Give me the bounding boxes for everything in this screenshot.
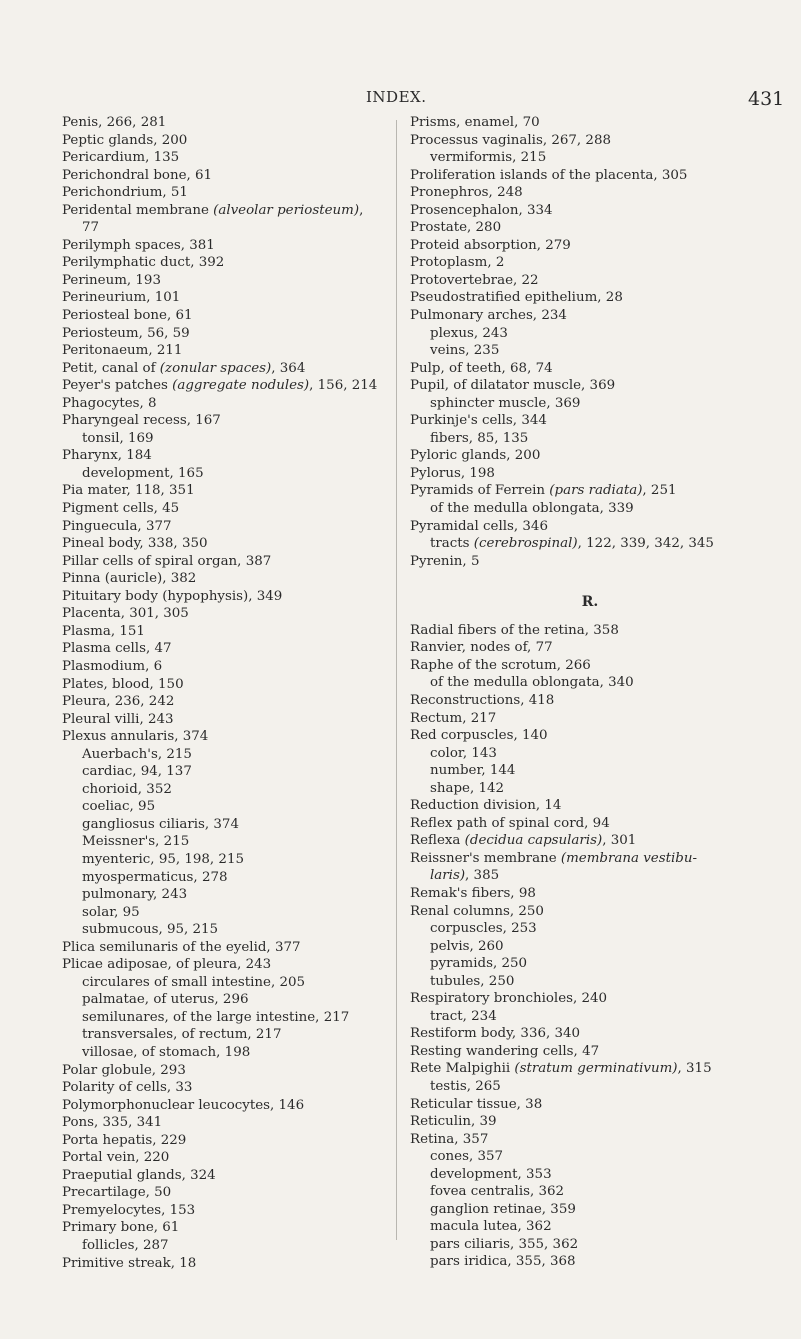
index-entry xyxy=(62,553,400,571)
entry-text: Polar globule, 293 xyxy=(62,1062,186,1078)
entry-text: Pseudostratified epithelium, 28 xyxy=(410,290,623,306)
entry-text: Penis, 266, 281 xyxy=(62,115,167,130)
entry-text: Red corpuscles, 140 xyxy=(410,728,548,744)
entry-text: color, 143 xyxy=(430,745,497,761)
entry-italic-text: (decidua capsularis) xyxy=(464,833,603,849)
entry-text: development, 353 xyxy=(430,1166,552,1182)
entry-text: Pyrenin, 5 xyxy=(410,553,480,569)
entry-text: cones, 357 xyxy=(430,1149,504,1165)
entry-text: Purkinje's cells, 344 xyxy=(410,413,547,429)
entry-text: Reconstructions, 418 xyxy=(410,692,555,708)
index-entry xyxy=(62,447,400,465)
entry-text: cardiac, 94, 137 xyxy=(82,764,192,780)
index-entry xyxy=(62,1202,400,1220)
entry-text: Pyramidal cells, 346 xyxy=(410,518,548,534)
entry-text: Phagocytes, 8 xyxy=(62,395,157,411)
index-entry xyxy=(410,132,790,150)
entry-text: Proteid absorption, 279 xyxy=(410,237,571,253)
index-subentry xyxy=(410,1166,790,1184)
entry-text: Perilymphatic duct, 392 xyxy=(62,255,225,271)
entry-text: pulmonary, 243 xyxy=(82,887,188,903)
index-entry xyxy=(410,167,790,185)
entry-text: Placenta, 301, 305 xyxy=(62,606,189,622)
entry-text: Reticular tissue, 38 xyxy=(410,1096,543,1112)
entry-text: Pia mater, 118, 351 xyxy=(62,483,195,499)
entry-text: myenteric, 95, 198, 215 xyxy=(82,851,244,867)
entry-text: tonsil, 169 xyxy=(82,430,154,446)
entry-text: Processus vaginalis, 267, 288 xyxy=(410,132,611,148)
index-subentry xyxy=(410,674,790,692)
index-entry xyxy=(410,657,790,675)
index-entry xyxy=(410,710,790,728)
entry-text: Retina, 357 xyxy=(410,1131,489,1147)
index-entry xyxy=(410,1113,790,1131)
index-subentry xyxy=(410,745,790,763)
index-subentry xyxy=(62,851,400,869)
index-entry xyxy=(410,1131,790,1149)
entry-text: Pronephros, 248 xyxy=(410,185,523,201)
index-subentry xyxy=(410,430,790,448)
index-entry xyxy=(410,184,790,202)
index-entry xyxy=(62,184,400,202)
index-entry xyxy=(62,237,400,255)
index-subentry xyxy=(62,904,400,922)
entry-text: Peptic glands, 200 xyxy=(62,132,188,148)
entry-text: 77 xyxy=(82,220,100,236)
entry-text: macula lutea, 362 xyxy=(430,1219,552,1235)
entry-text: tract, 234 xyxy=(430,1008,497,1024)
entry-text: tubules, 250 xyxy=(430,973,515,989)
index-entry xyxy=(410,412,790,430)
index-entry xyxy=(62,711,400,729)
entry-text: palmatae, of uterus, 296 xyxy=(82,992,249,1008)
entry-text: chorioid, 352 xyxy=(82,781,172,797)
index-entry xyxy=(410,272,790,290)
index-subentry xyxy=(62,1237,400,1255)
entry-text: Prisms, enamel, 70 xyxy=(410,115,540,130)
entry-text: Plica semilunaris of the eyelid, 377 xyxy=(62,939,301,955)
entry-text: Meissner's, 215 xyxy=(82,834,190,850)
entry-text: Pituitary body (hypophysis), 349 xyxy=(62,588,283,604)
index-entry xyxy=(62,676,400,694)
index-entry xyxy=(410,254,790,272)
index-subentry xyxy=(410,535,790,553)
index-subentry xyxy=(62,921,400,939)
entry-text: Primary bone, 61 xyxy=(62,1220,180,1236)
index-entry xyxy=(62,1255,400,1273)
entry-italic-text: (cerebrospinal) xyxy=(473,536,578,552)
entry-text: gangliosus ciliaris, 374 xyxy=(82,816,239,832)
index-entry xyxy=(410,377,790,395)
entry-text: Peritonaeum, 211 xyxy=(62,343,183,359)
entry-text: plexus, 243 xyxy=(430,325,508,341)
index-entry xyxy=(62,307,400,325)
index-entry xyxy=(62,623,400,641)
index-entry xyxy=(62,1097,400,1115)
index-entry xyxy=(410,1060,790,1078)
index-subentry xyxy=(62,465,400,483)
entry-text: Plasmodium, 6 xyxy=(62,658,163,674)
entry-text: Precartilage, 50 xyxy=(62,1185,172,1201)
index-entry xyxy=(410,518,790,536)
entry-text: Pulp, of teeth, 68, 74 xyxy=(410,360,553,376)
index-entry xyxy=(410,447,790,465)
entry-text: Perichondral bone, 61 xyxy=(62,167,213,183)
index-entry xyxy=(62,1219,400,1237)
index-subentry xyxy=(410,1253,790,1271)
entry-text: Rete Malpighii xyxy=(410,1061,515,1077)
index-entry xyxy=(62,1132,400,1150)
entry-text: pars iridica, 355, 368 xyxy=(430,1254,576,1270)
index-entry xyxy=(62,289,400,307)
entry-text: Auerbach's, 215 xyxy=(82,746,192,762)
entry-text: Pyloric glands, 200 xyxy=(410,448,541,464)
index-entry xyxy=(410,1043,790,1061)
entry-text: Pons, 335, 341 xyxy=(62,1115,163,1131)
index-entry xyxy=(410,237,790,255)
index-subentry xyxy=(62,746,400,764)
index-entry xyxy=(410,482,790,500)
entry-text: Pericardium, 135 xyxy=(62,150,180,166)
entry-text: Reduction division, 14 xyxy=(410,798,562,814)
index-entry xyxy=(410,465,790,483)
index-subentry xyxy=(410,762,790,780)
index-subentry xyxy=(410,1078,790,1096)
entry-text: villosae, of stomach, 198 xyxy=(82,1044,251,1060)
index-entry xyxy=(410,360,790,378)
entry-text: tracts xyxy=(430,536,474,552)
index-entry xyxy=(62,588,400,606)
index-entry xyxy=(410,885,790,903)
entry-text: Pulmonary arches, 234 xyxy=(410,308,567,324)
index-entry xyxy=(410,307,790,325)
entry-italic-text: laris) xyxy=(430,868,466,884)
entry-pages: , 301 xyxy=(602,833,637,849)
entry-text: Raphe of the scrotum, 266 xyxy=(410,657,591,673)
index-entry xyxy=(62,149,400,167)
entry-text: Praeputial glands, 324 xyxy=(62,1167,216,1183)
index-entry xyxy=(410,903,790,921)
index-subentry xyxy=(410,1218,790,1236)
entry-text: solar, 95 xyxy=(82,904,140,920)
index-entry xyxy=(62,167,400,185)
index-subentry xyxy=(62,869,400,887)
index-entry xyxy=(62,342,400,360)
index-entry xyxy=(62,1079,400,1097)
index-entry xyxy=(62,114,400,132)
entry-text: Plexus annularis, 374 xyxy=(62,729,209,745)
index-subentry xyxy=(62,816,400,834)
index-subentry xyxy=(410,1183,790,1201)
index-entry xyxy=(410,622,790,640)
entry-text: sphincter muscle, 369 xyxy=(430,395,581,411)
entry-text: Protovertebrae, 22 xyxy=(410,272,539,288)
entry-italic-text: (aggregate nodules) xyxy=(172,378,310,394)
entry-text: circulares of small intestine, 205 xyxy=(82,974,306,990)
index-entry xyxy=(410,797,790,815)
entry-text: shape, 142 xyxy=(430,780,505,796)
entry-text: Pleural villi, 243 xyxy=(62,711,174,727)
index-entry xyxy=(410,202,790,220)
page-header xyxy=(0,88,801,112)
entry-text: Remak's fibers, 98 xyxy=(410,885,536,901)
entry-text: number, 144 xyxy=(430,763,516,779)
entry-text: Pinna (auricle), 382 xyxy=(62,571,197,587)
index-entry xyxy=(62,360,400,378)
index-entry xyxy=(62,254,400,272)
entry-text: ganglion retinae, 359 xyxy=(430,1201,576,1217)
index-entry xyxy=(410,692,790,710)
index-entry xyxy=(410,850,790,868)
index-entry xyxy=(62,1062,400,1080)
entry-text: Reflexa xyxy=(410,833,465,849)
index-column-left xyxy=(62,114,400,1272)
entry-text: Pylorus, 198 xyxy=(410,465,495,481)
entry-text: Reticulin, 39 xyxy=(410,1114,497,1130)
index-subentry xyxy=(62,798,400,816)
index-entry xyxy=(62,1149,400,1167)
index-subentry xyxy=(410,938,790,956)
index-subentry xyxy=(62,1044,400,1062)
entry-text: of the medulla oblongata, 339 xyxy=(430,501,634,517)
entry-text: Plicae adiposae, of pleura, 243 xyxy=(62,957,272,973)
entry-text: Primitive streak, 18 xyxy=(62,1255,197,1271)
entry-text: pyramids, 250 xyxy=(430,956,528,972)
index-subentry xyxy=(410,973,790,991)
index-entry xyxy=(62,518,400,536)
entry-text: Prosencephalon, 334 xyxy=(410,202,553,218)
entry-text: Pupil, of dilatator muscle, 369 xyxy=(410,378,616,394)
index-entry xyxy=(62,1167,400,1185)
entry-text: Pineal body, 338, 350 xyxy=(62,536,208,552)
entry-italic-text: (alveolar periosteum) xyxy=(213,202,360,218)
entry-pages: , 122, 339, 342, 345 xyxy=(577,536,714,552)
index-entry xyxy=(62,605,400,623)
entry-text: Resting wandering cells, 47 xyxy=(410,1043,600,1059)
index-subentry xyxy=(410,780,790,798)
entry-text: Polymorphonuclear leucocytes, 146 xyxy=(62,1097,305,1113)
index-entry xyxy=(62,728,400,746)
entry-pages: , 364 xyxy=(271,360,306,376)
entry-text: transversales, of rectum, 217 xyxy=(82,1027,282,1043)
entry-text: Perineum, 193 xyxy=(62,272,161,288)
entry-text: Perichondrium, 51 xyxy=(62,185,188,201)
index-subentry xyxy=(410,1008,790,1026)
entry-text: Proliferation islands of the placenta, 305 xyxy=(410,167,688,183)
entry-italic-text: (membrana vestibu- xyxy=(560,850,697,866)
index-entry xyxy=(410,114,790,132)
index-column-right xyxy=(410,114,790,1271)
index-subentry xyxy=(62,781,400,799)
index-subentry xyxy=(410,1236,790,1254)
entry-text: Plates, blood, 150 xyxy=(62,676,184,692)
index-entry xyxy=(62,956,400,974)
index-entry xyxy=(410,1096,790,1114)
entry-pages: , 385 xyxy=(465,868,500,884)
entry-text: Pillar cells of spiral organ, 387 xyxy=(62,553,272,569)
entry-text: Pigment cells, 45 xyxy=(62,501,180,517)
entry-text: testis, 265 xyxy=(430,1078,501,1094)
index-subentry xyxy=(62,219,400,237)
entry-text: Periosteal bone, 61 xyxy=(62,308,193,324)
index-entry xyxy=(410,832,790,850)
entry-text: Perineurium, 101 xyxy=(62,290,181,306)
index-subentry xyxy=(410,920,790,938)
index-subentry xyxy=(410,500,790,518)
index-entry xyxy=(410,553,790,571)
index-entry xyxy=(62,377,400,395)
index-subentry xyxy=(62,974,400,992)
entry-text: Plasma cells, 47 xyxy=(62,641,172,657)
index-entry xyxy=(62,570,400,588)
entry-text: Peridental membrane xyxy=(62,202,214,218)
entry-text: Reissner's membrane xyxy=(410,850,561,866)
entry-text: development, 165 xyxy=(82,465,204,481)
entry-text: Peyer's patches xyxy=(62,378,173,394)
index-entry xyxy=(62,395,400,413)
index-entry xyxy=(62,939,400,957)
index-entry xyxy=(410,727,790,745)
index-subentry xyxy=(410,149,790,167)
index-subentry xyxy=(410,867,790,885)
index-entry xyxy=(62,500,400,518)
entry-text: corpuscles, 253 xyxy=(430,921,537,937)
index-entry xyxy=(410,219,790,237)
entry-text: pars ciliaris, 355, 362 xyxy=(430,1236,579,1252)
entry-text: Pharynx, 184 xyxy=(62,448,152,464)
index-subentry xyxy=(410,395,790,413)
entry-text: Portal vein, 220 xyxy=(62,1150,170,1166)
entry-text: Ranvier, nodes of, 77 xyxy=(410,640,553,656)
entry-text: Porta hepatis, 229 xyxy=(62,1132,187,1148)
index-entry xyxy=(410,990,790,1008)
entry-text: Prostate, 280 xyxy=(410,220,502,236)
index-entry xyxy=(62,658,400,676)
index-entry xyxy=(410,289,790,307)
index-subentry xyxy=(62,991,400,1009)
entry-text: Plasma, 151 xyxy=(62,623,145,639)
entry-text: Petit, canal of xyxy=(62,360,160,376)
entry-text: veins, 235 xyxy=(430,343,500,359)
index-entry xyxy=(62,272,400,290)
entry-text: Periosteum, 56, 59 xyxy=(62,325,190,341)
entry-pages: , 315 xyxy=(677,1061,712,1077)
index-entry xyxy=(62,535,400,553)
section-letter: R. xyxy=(581,594,599,611)
index-entry xyxy=(410,639,790,657)
page-number: 431 xyxy=(748,88,785,110)
entry-text: fibers, 85, 135 xyxy=(430,430,529,446)
index-entry xyxy=(62,412,400,430)
entry-text: Pyramids of Ferrein xyxy=(410,483,550,499)
entry-text: coeliac, 95 xyxy=(82,799,156,815)
index-subentry xyxy=(410,325,790,343)
index-subentry xyxy=(62,1026,400,1044)
index-entry xyxy=(62,132,400,150)
entry-italic-text: (zonular spaces) xyxy=(159,360,272,376)
index-subentry xyxy=(62,1009,400,1027)
page-title: INDEX. xyxy=(366,88,427,106)
entry-text: semilunares, of the large intestine, 217 xyxy=(82,1009,350,1025)
entry-text: Pharyngeal recess, 167 xyxy=(62,413,221,429)
index-entry xyxy=(410,815,790,833)
entry-text: fovea centralis, 362 xyxy=(430,1184,565,1200)
index-entry xyxy=(62,640,400,658)
entry-text: submucous, 95, 215 xyxy=(82,922,219,938)
entry-text: vermiformis, 215 xyxy=(430,150,547,166)
index-subentry xyxy=(410,1148,790,1166)
entry-italic-text: (pars radiata) xyxy=(549,483,643,499)
index-entry xyxy=(62,325,400,343)
entry-text: Protoplasm, 2 xyxy=(410,255,505,271)
entry-text: follicles, 287 xyxy=(82,1238,169,1253)
entry-text: myospermaticus, 278 xyxy=(82,869,228,885)
index-subentry xyxy=(410,955,790,973)
entry-text: Radial fibers of the retina, 358 xyxy=(410,622,619,638)
entry-text: Perilymph spaces, 381 xyxy=(62,237,215,253)
entry-text: Rectum, 217 xyxy=(410,710,497,726)
entry-text: Renal columns, 250 xyxy=(410,903,544,919)
index-entry xyxy=(62,1114,400,1132)
index-subentry xyxy=(410,1201,790,1219)
entry-pages: , 156, 214 xyxy=(309,378,378,394)
index-subentry xyxy=(62,833,400,851)
entry-text: Respiratory bronchioles, 240 xyxy=(410,991,608,1007)
entry-text: of the medulla oblongata, 340 xyxy=(430,675,634,691)
index-subentry xyxy=(62,886,400,904)
index-entry xyxy=(62,202,400,220)
entry-text: Pleura, 236, 242 xyxy=(62,694,175,710)
entry-text: Pinguecula, 377 xyxy=(62,518,172,534)
index-entry xyxy=(62,1184,400,1202)
entry-text: Reflex path of spinal cord, 94 xyxy=(410,815,610,831)
entry-text: pelvis, 260 xyxy=(430,938,504,954)
index-subentry xyxy=(410,342,790,360)
index-entry xyxy=(62,693,400,711)
index-entry xyxy=(410,1025,790,1043)
index-subentry xyxy=(62,430,400,448)
index-entry xyxy=(62,482,400,500)
entry-text: Polarity of cells, 33 xyxy=(62,1080,193,1096)
entry-pages: , xyxy=(359,202,364,218)
index-subentry xyxy=(62,763,400,781)
entry-text: Premyelocytes, 153 xyxy=(62,1202,196,1218)
entry-italic-text: (stratum germinativum) xyxy=(514,1061,678,1077)
entry-pages: , 251 xyxy=(642,483,677,499)
entry-text: Restiform body, 336, 340 xyxy=(410,1026,581,1042)
